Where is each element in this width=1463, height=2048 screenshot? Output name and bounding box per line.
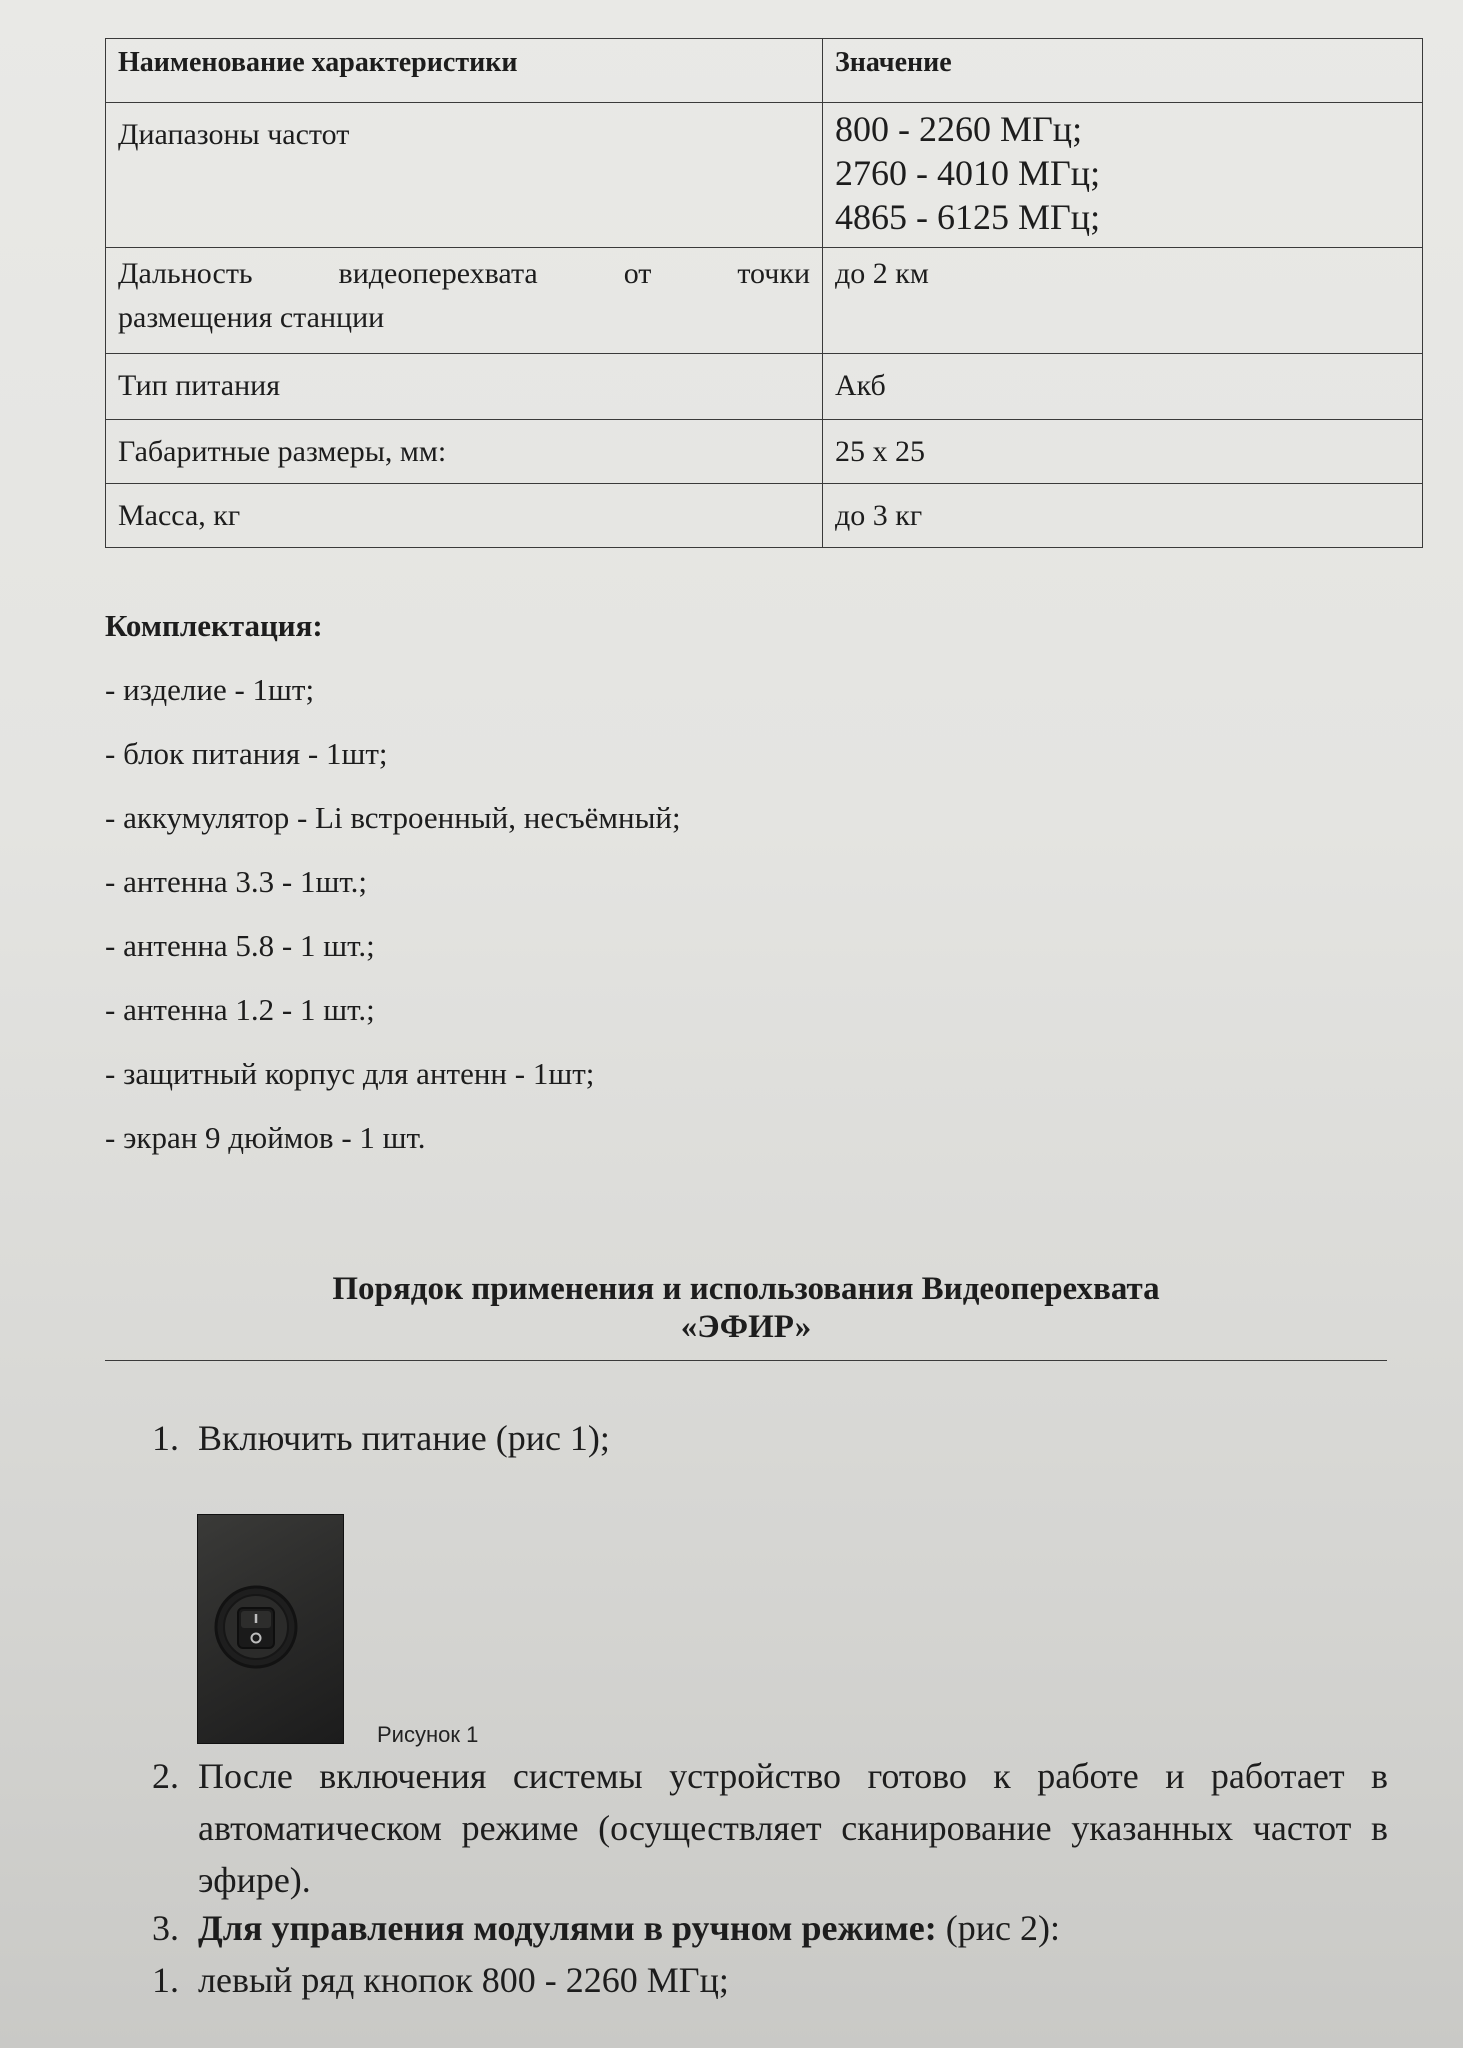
row-name: Диапазоны частот [106,103,823,248]
table-row [106,420,1423,484]
divider [105,1360,1387,1361]
figure-1-image [198,1515,343,1743]
kit-title: Комплектация: [105,608,323,643]
freq-range: 2760 - 4010 МГц; [835,153,1101,193]
word: точки [737,257,810,290]
freq-range: 800 - 2260 МГц; [835,109,1083,149]
word: Дальность [118,257,253,290]
figure-1-caption: Рисунок 1 [377,1722,479,1747]
list-item: - защитный корпус для антенн - 1шт; [105,1056,595,1091]
table-row [106,354,1423,420]
row-value: до 3 кг [823,484,1423,548]
table-row [106,248,1423,354]
row-value: 25 х 25 [823,420,1423,484]
row-value: Акб [823,354,1423,420]
step-text: После включения системы устройство готово к работе и работает в автоматическом режиме (осуществляет сканирование указанных частот в эфире). [198,1756,1388,1900]
list-item: - изделие - 1шт; [105,672,315,707]
row-name-line1 [118,252,810,296]
section-title-line: Порядок применения и использования Видеоперехвата [332,1271,1160,1307]
table-row [106,103,1423,248]
header-value: Значение [823,39,1423,103]
header-name: Наименование характеристики [106,39,823,103]
step-number: 2. [152,1756,179,1796]
step-plain-text: (рис 2): [936,1908,1061,1948]
step-number: 1. [152,1418,179,1458]
kit-section [105,600,681,1182]
row-name [106,248,823,354]
row-name: Масса, кг [106,484,823,548]
step-text: Включить питание (рис 1); [198,1418,610,1458]
step-bold-text: Для управления модулями в ручном режиме: [198,1908,937,1948]
list-item: - аккумулятор - Li встроенный, несъёмный; [105,800,681,835]
row-value: до 2 км [823,248,1423,354]
section-title [105,1270,1387,1346]
list-item: - антенна 3.3 - 1шт.; [105,864,367,899]
spec-table [105,38,1423,548]
row-name-line2: размещения станции [118,301,385,334]
row-name: Габаритные размеры, мм: [106,420,823,484]
table-row [106,484,1423,548]
list-item: - антенна 5.8 - 1 шт.; [105,928,375,963]
word: видеоперехвата [338,257,538,290]
word: от [623,257,652,290]
row-value [823,103,1423,248]
step-text [198,1902,1060,1954]
section-title-line: «ЭФИР» [680,1309,812,1345]
table-header-row [106,39,1423,103]
freq-range: 4865 - 6125 МГц; [835,197,1101,237]
step-number: 1. [152,1960,179,2000]
list-item: - экран 9 дюймов - 1 шт. [105,1120,426,1155]
step-text: левый ряд кнопок 800 - 2260 МГц; [198,1960,729,2000]
list-item: - блок питания - 1шт; [105,736,388,771]
list-item: - антенна 1.2 - 1 шт.; [105,992,375,1027]
step-number: 3. [152,1908,179,1948]
row-name: Тип питания [106,354,823,420]
power-switch-icon [198,1515,343,1743]
